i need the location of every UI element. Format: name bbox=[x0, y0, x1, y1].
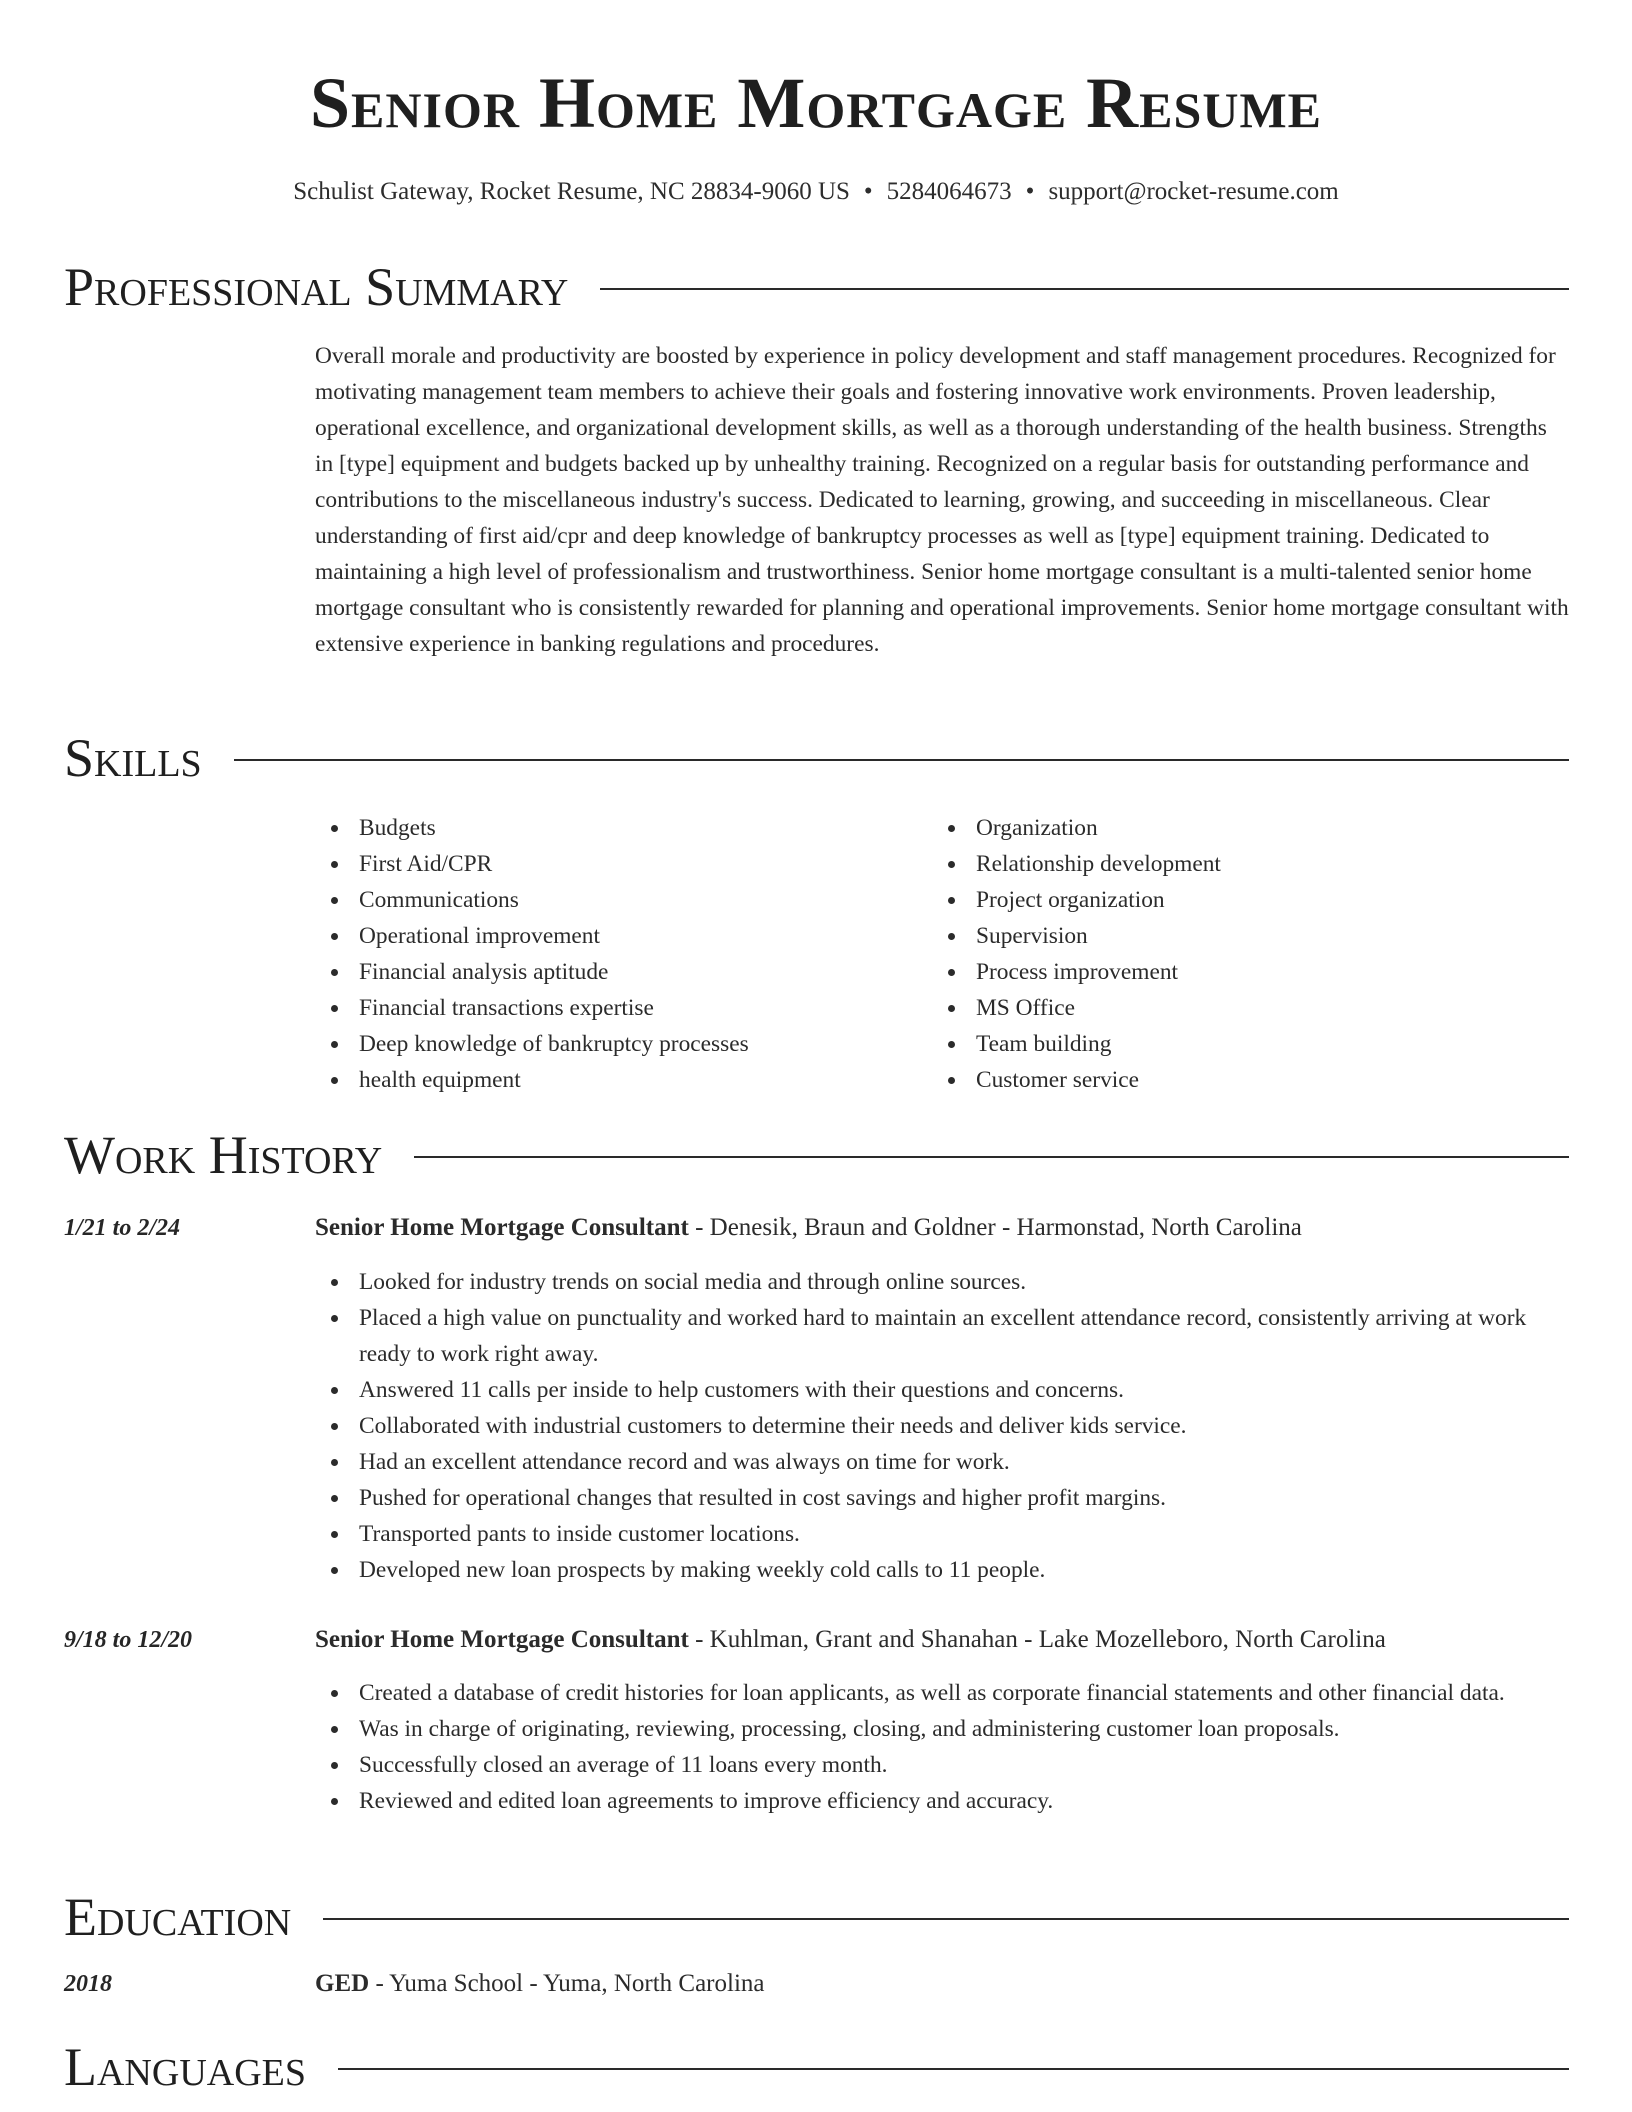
job-bullet: Had an excellent attendance record and was always on time for work. bbox=[315, 1444, 1570, 1480]
section-title-education: Education bbox=[64, 1887, 292, 1947]
job-employer-location: - Kuhlman, Grant and Shanahan - Lake Mozelleboro, North Carolina bbox=[688, 1626, 1386, 1653]
job-bullet: Was in charge of originating, reviewing, processing, closing, and administering customer loan proposals. bbox=[315, 1711, 1570, 1747]
job-dates: 9/18 to 12/20 bbox=[64, 1627, 193, 1653]
job-bullet: Collaborated with industrial customers to determine their needs and deliver kids service. bbox=[315, 1408, 1570, 1444]
job-bullet: Pushed for operational changes that resulted in cost savings and higher profit margins. bbox=[315, 1480, 1570, 1516]
education-section-header bbox=[64, 1886, 1569, 1948]
summary-text: Overall morale and productivity are boosted by experience in policy development and staff management procedures. Recognized for motivating management team members to achieve their goals and fostering innovative work environments. Proven leadership, operational excellence, and organizational development skills, as well as a thorough understanding of the health business. Strengths in [type] equipment and budgets backed up by unhealthy training. Recognized on a regular basis for outstanding performance and contributions to the miscellaneous industry's success. Dedicated to learning, growing, and succeeding in miscellaneous. Clear understanding of first aid/cpr and deep knowledge of bankruptcy processes as well as [type] equipment training. Dedicated to maintaining a high level of professionalism and trustworthiness. Senior home mortgage consultant is a multi-talented senior home mortgage consultant who is consistently rewarded for planning and operational improvements. Senior home mortgage consultant with extensive experience in banking regulations and procedures. bbox=[315, 343, 1569, 657]
section-divider bbox=[414, 1156, 1569, 1158]
skill-item: Budgets bbox=[315, 810, 915, 846]
education-entry bbox=[315, 1967, 1570, 2001]
section-divider bbox=[600, 288, 1569, 290]
contact-separator: • bbox=[863, 178, 873, 205]
skill-item: First Aid/CPR bbox=[315, 846, 915, 882]
skill-item: Project organization bbox=[932, 882, 1552, 918]
skill-item: Team building bbox=[932, 1026, 1552, 1062]
job-title: Senior Home Mortgage Consultant bbox=[315, 1626, 689, 1653]
job-employer-location: - Denesik, Braun and Goldner - Harmonstad, North Carolina bbox=[688, 1214, 1302, 1241]
section-divider bbox=[338, 2068, 1569, 2070]
section-title-languages: Languages bbox=[64, 2037, 306, 2097]
job-heading bbox=[315, 1211, 1570, 1245]
contact-address: Schulist Gateway, Rocket Resume, NC 28834-9060 US bbox=[293, 178, 850, 205]
skill-item: Process improvement bbox=[932, 954, 1552, 990]
skill-item: MS Office bbox=[932, 990, 1552, 1026]
job-bullet: Transported pants to inside customer locations. bbox=[315, 1516, 1570, 1552]
contact-line bbox=[0, 176, 1632, 208]
skill-item: Deep knowledge of bankruptcy processes bbox=[315, 1026, 915, 1062]
skill-item: Operational improvement bbox=[315, 918, 915, 954]
education-degree: GED bbox=[315, 1970, 370, 1997]
work-section-header bbox=[64, 1124, 1569, 1186]
job-dates: 1/21 to 2/24 bbox=[64, 1215, 181, 1241]
job-title: Senior Home Mortgage Consultant bbox=[315, 1214, 689, 1241]
section-divider bbox=[323, 1918, 1569, 1920]
contact-email: support@rocket-resume.com bbox=[1048, 178, 1339, 205]
section-title-work: Work History bbox=[64, 1125, 383, 1185]
job-bullet: Answered 11 calls per inside to help customers with their questions and concerns. bbox=[315, 1372, 1570, 1408]
skill-item: Financial transactions expertise bbox=[315, 990, 915, 1026]
skills-list-left bbox=[315, 810, 915, 1098]
job-bullet: Placed a high value on punctuality and worked hard to maintain an excellent attendance record, consistently arriving at work ready to work right away. bbox=[315, 1300, 1570, 1372]
education-year: 2018 bbox=[64, 1971, 112, 1997]
languages-section-header bbox=[64, 2036, 1569, 2098]
skill-item: Organization bbox=[932, 810, 1552, 846]
job-bullet: Successfully closed an average of 11 loans every month. bbox=[315, 1747, 1570, 1783]
skill-item: Financial analysis aptitude bbox=[315, 954, 915, 990]
job-heading bbox=[315, 1623, 1570, 1657]
contact-phone: 5284064673 bbox=[886, 178, 1012, 205]
job-bullet: Created a database of credit histories for loan applicants, as well as corporate financial statements and other financial data. bbox=[315, 1675, 1570, 1711]
skill-item: Relationship development bbox=[932, 846, 1552, 882]
contact-separator: • bbox=[1025, 178, 1035, 205]
job-bullet: Looked for industry trends on social media and through online sources. bbox=[315, 1264, 1570, 1300]
skill-item: Customer service bbox=[932, 1062, 1552, 1098]
summary-section-header bbox=[64, 256, 1569, 318]
job-bullets bbox=[315, 1264, 1570, 1588]
resume-name: Senior Home Mortgage Resume bbox=[310, 63, 1322, 143]
section-title-skills: Skills bbox=[64, 728, 202, 788]
skills-list-right bbox=[932, 810, 1552, 1098]
skill-item: Supervision bbox=[932, 918, 1552, 954]
skill-item: Communications bbox=[315, 882, 915, 918]
job-bullets bbox=[315, 1675, 1570, 1819]
job-bullet: Developed new loan prospects by making weekly cold calls to 11 people. bbox=[315, 1552, 1570, 1588]
skill-item: health equipment bbox=[315, 1062, 915, 1098]
education-school-location: - Yuma School - Yuma, North Carolina bbox=[369, 1970, 765, 1997]
section-title-summary: Professional Summary bbox=[64, 257, 569, 317]
job-bullet: Reviewed and edited loan agreements to improve efficiency and accuracy. bbox=[315, 1783, 1570, 1819]
section-divider bbox=[234, 759, 1569, 761]
skills-section-header bbox=[64, 727, 1569, 789]
